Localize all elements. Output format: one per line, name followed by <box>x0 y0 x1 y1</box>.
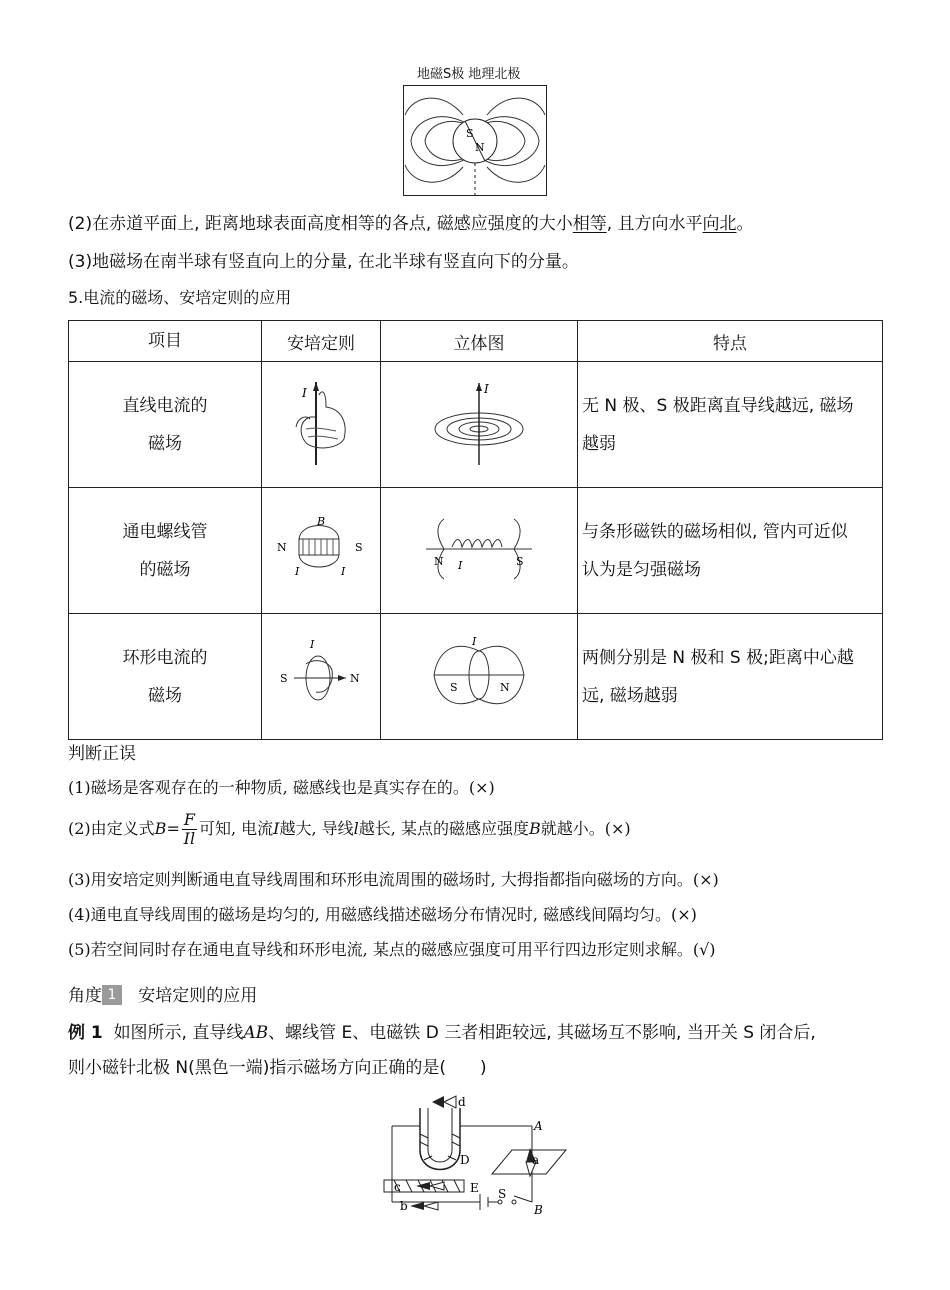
svg-text:I: I <box>484 382 489 396</box>
svg-text:N: N <box>434 555 444 568</box>
svg-text:S: S <box>516 555 524 568</box>
judge-q1: (1)磁场是客观存在的一种物质, 磁感线也是真实存在的。(×) <box>68 778 495 797</box>
solenoid-field-figure <box>424 513 534 583</box>
svg-text:S: S <box>355 541 363 554</box>
svg-text:N: N <box>500 681 510 694</box>
angle-heading: 角度 1 安培定则的应用 <box>68 986 258 1006</box>
judge-q4: (4)通电直导线周围的磁场是均匀的, 用磁感线描述磁场分布情况时, 磁感线间隔均匀。(×) <box>68 905 697 924</box>
svg-text:A: A <box>534 1119 543 1133</box>
svg-text:B: B <box>534 1203 543 1217</box>
table-row: 直线电流的 磁场 I I 无 N 极、S 极距离直导线越远, 磁场 越弱 <box>69 362 883 488</box>
svg-text:N: N <box>277 541 287 554</box>
point-2: (2)在赤道平面上, 距离地球表面高度相等的各点, 磁感应强度的大小相等, 且方向水平向北。 <box>68 214 754 234</box>
svg-text:I: I <box>302 386 307 400</box>
svg-text:I: I <box>458 559 463 572</box>
svg-text:I: I <box>295 565 300 578</box>
svg-text:S: S <box>280 672 288 685</box>
earth-field-figure <box>403 85 547 196</box>
point-3: (3)地磁场在南半球有竖直向上的分量, 在北半球有竖直向下的分量。 <box>68 252 579 272</box>
judge-title: 判断正误 <box>68 744 136 764</box>
straight-wire-hand-figure <box>286 377 356 467</box>
svg-text:c: c <box>394 1180 401 1194</box>
earth-figure-caption: 地磁S极 地理北极 <box>417 67 521 82</box>
header-feature: 特点 <box>578 321 883 362</box>
svg-text:b: b <box>400 1199 408 1213</box>
judge-q3: (3)用安培定则判断通电直导线周围和环形电流周围的磁场时, 大拇指都指向磁场的方向。(×) <box>68 870 719 889</box>
example-line1: 例 1 如图所示, 直导线AB、螺线管 E、电磁铁 D 三者相距较远, 其磁场互不影响, 当开关 S 闭合后, <box>68 1023 816 1043</box>
svg-text:I: I <box>310 638 315 651</box>
circuit-figure <box>380 1090 580 1218</box>
straight-wire-field-figure <box>424 377 534 467</box>
feature-ring: 两侧分别是 N 极和 S 极;距离中心越 远, 磁场越弱 <box>578 614 883 740</box>
header-3d: 立体图 <box>381 321 578 362</box>
pole-s-label: S <box>466 127 474 140</box>
table-row: 通电螺线管 的磁场 N S B I I N S I 与条形磁铁的磁场相似, 管内可近似 认为是匀强磁场 <box>69 488 883 614</box>
svg-text:S: S <box>450 681 458 694</box>
table-row: 环形电流的 磁场 S N I S N I 两侧分别是 N 极和 S 极;距离中心越 远, 磁场越弱 <box>69 614 883 740</box>
ring-hand-figure <box>276 634 366 714</box>
header-rule: 安培定则 <box>262 321 381 362</box>
svg-text:N: N <box>350 672 360 685</box>
solenoid-hand-figure <box>271 513 371 583</box>
svg-text:I: I <box>472 635 477 648</box>
section5-title: 5.电流的磁场、安培定则的应用 <box>68 288 292 307</box>
svg-text:d: d <box>458 1095 466 1109</box>
feature-solenoid: 与条形磁铁的磁场相似, 管内可近似 认为是匀强磁场 <box>578 488 883 614</box>
svg-text:I: I <box>341 565 346 578</box>
svg-text:a: a <box>532 1153 540 1167</box>
feature-straight: 无 N 极、S 极距离直导线越远, 磁场 越弱 <box>578 362 883 488</box>
ring-field-figure <box>424 629 534 719</box>
svg-text:B: B <box>317 515 326 528</box>
judge-q2: (2)由定义式B= $\frac{F}{Il}$ 可知, 电流I越大, 导线l越长, 某点的磁感应强度B就越小。(×) <box>68 810 631 848</box>
ampere-rule-table <box>68 320 883 740</box>
header-item: 项目 <box>69 321 262 362</box>
svg-text:E: E <box>470 1181 479 1195</box>
svg-text:D: D <box>460 1153 470 1167</box>
example-line2: 则小磁针北极 N(黑色一端)指示磁场方向正确的是( ) <box>68 1058 487 1078</box>
pole-n-label: N <box>475 141 485 154</box>
svg-text:S: S <box>498 1187 507 1201</box>
judge-q5: (5)若空间同时存在通电直导线和环形电流, 某点的磁感应强度可用平行四边形定则求解。(√) <box>68 940 716 959</box>
angle-badge: 1 <box>102 985 122 1005</box>
